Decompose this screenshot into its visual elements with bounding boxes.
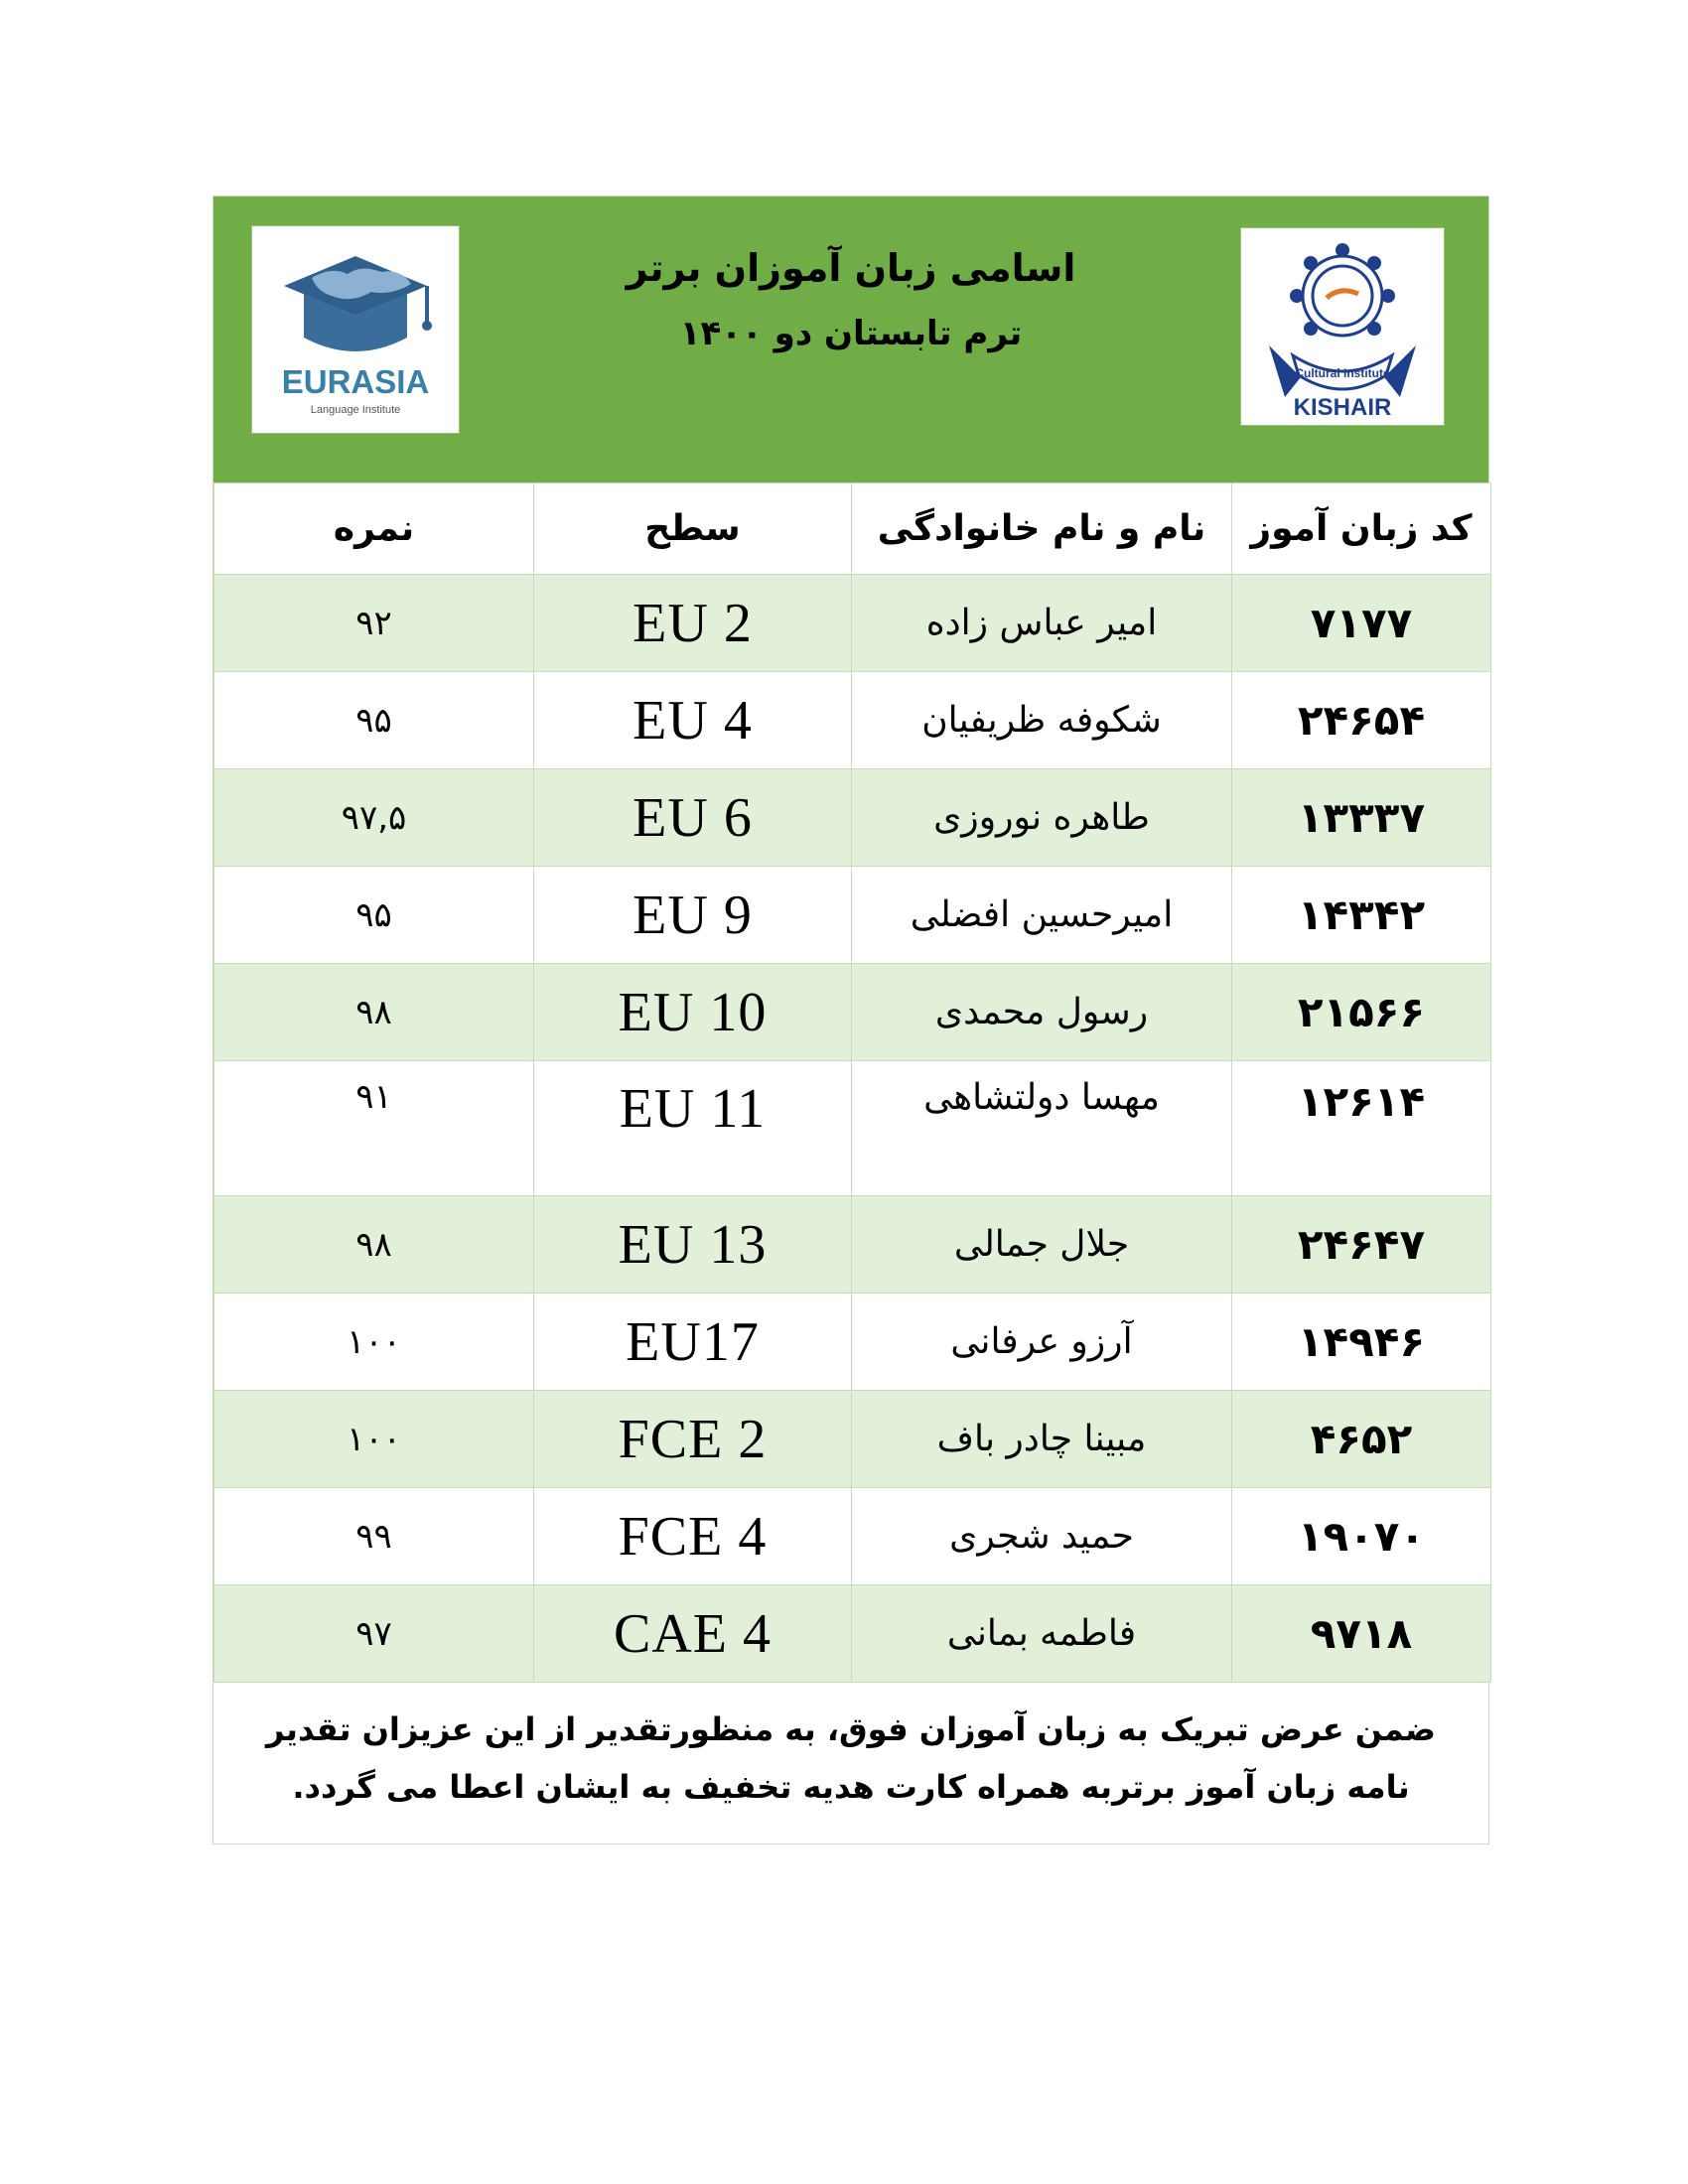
- student-code: ۱۴۳۴۲: [1232, 867, 1491, 964]
- student-score: ۹۸: [214, 964, 534, 1061]
- header-full-name: نام و نام خانوادگی: [852, 483, 1232, 575]
- table-row: [214, 672, 1491, 769]
- student-code: ۲۴۶۴۷: [1232, 1196, 1491, 1294]
- student-code: ۱۲۶۱۴: [1232, 1061, 1491, 1196]
- student-code: ۱۳۳۳۷: [1232, 769, 1491, 867]
- student-level: FCE 4: [534, 1488, 852, 1585]
- student-score: ۹۵: [214, 672, 534, 769]
- student-code: ۲۱۵۶۶: [1232, 964, 1491, 1061]
- student-name: رسول محمدی: [852, 964, 1232, 1061]
- student-code: ۲۴۶۵۴: [1232, 672, 1491, 769]
- student-name: طاهره نوروزی: [852, 769, 1232, 867]
- student-level: EU 6: [534, 769, 852, 867]
- student-name: جلال جمالی: [852, 1196, 1232, 1294]
- student-name: فاطمه بمانی: [852, 1585, 1232, 1683]
- student-level: EU 4: [534, 672, 852, 769]
- table-row: [214, 1294, 1491, 1391]
- eurasia-logo: [251, 225, 460, 434]
- student-level: EU17: [534, 1294, 852, 1391]
- table-row: [214, 867, 1491, 964]
- student-score: ۹۸: [214, 1196, 534, 1294]
- table-header-row: [214, 483, 1491, 575]
- student-score: ۹۷,۵: [214, 769, 534, 867]
- kishair-emblem-icon: [1241, 228, 1444, 425]
- page-title: اسامی زبان آموزان برتر: [626, 246, 1076, 290]
- student-name: مهسا دولتشاهی: [852, 1061, 1232, 1196]
- student-code: ۱۴۹۴۶: [1232, 1294, 1491, 1391]
- student-level: FCE 2: [534, 1391, 852, 1488]
- student-code: ۹۷۱۸: [1232, 1585, 1491, 1683]
- student-score: ۹۷: [214, 1585, 534, 1683]
- table-row: [214, 1196, 1491, 1294]
- eurasia-logo-text: EURASIA: [281, 363, 430, 400]
- kishair-logo-subtext: Cultural Institute: [1295, 366, 1390, 380]
- header-banner: [213, 197, 1488, 482]
- table-row: [214, 1391, 1491, 1488]
- student-name: امیرحسین افضلی: [852, 867, 1232, 964]
- student-level: EU 13: [534, 1196, 852, 1294]
- student-score: ۹۹: [214, 1488, 534, 1585]
- kishair-logo: [1240, 227, 1445, 426]
- student-level: EU 10: [534, 964, 852, 1061]
- top-students-table: [213, 482, 1491, 1683]
- table-row: [214, 769, 1491, 867]
- table-row: [214, 964, 1491, 1061]
- page-subtitle: ترم تابستان دو ۱۴۰۰: [679, 314, 1023, 353]
- graduation-cap-globe-icon: [252, 226, 459, 433]
- student-score: ۱۰۰: [214, 1294, 534, 1391]
- student-code: ۴۶۵۲: [1232, 1391, 1491, 1488]
- table-row: [214, 575, 1491, 672]
- student-level: EU 11: [534, 1061, 852, 1196]
- student-name: امیر عباس زاده: [852, 575, 1232, 672]
- document: [212, 196, 1489, 1844]
- student-score: ۹۲: [214, 575, 534, 672]
- student-level: EU 2: [534, 575, 852, 672]
- header-score: نمره: [214, 483, 534, 575]
- student-level: EU 9: [534, 867, 852, 964]
- kishair-logo-text: KISHAIR: [1293, 394, 1392, 421]
- footnote-text: ضمن عرض تبریک به زبان آموزان فوق، به منظورتقدیر از این عزیزان تقدیر نامه زبان آموز برتربه همراه کارت هدیه تخفیف به ایشان اعطا می گردد.: [266, 1710, 1436, 1806]
- title-block: [541, 246, 1161, 353]
- header-level: سطح: [534, 483, 852, 575]
- student-name: شکوفه ظریفیان: [852, 672, 1232, 769]
- student-name: آرزو عرفانی: [852, 1294, 1232, 1391]
- student-level: CAE 4: [534, 1585, 852, 1683]
- table-row: [214, 1061, 1491, 1196]
- eurasia-logo-subtext: Language Institute: [310, 404, 401, 416]
- header-student-code: کد زبان آموز: [1232, 483, 1491, 575]
- student-name: حمید شجری: [852, 1488, 1232, 1585]
- table-row: [214, 1585, 1491, 1683]
- student-code: ۷۱۷۷: [1232, 575, 1491, 672]
- student-score: ۹۱: [214, 1061, 534, 1196]
- student-score: ۱۰۰: [214, 1391, 534, 1488]
- table-row: [214, 1488, 1491, 1585]
- student-name: مبینا چادر باف: [852, 1391, 1232, 1488]
- student-code: ۱۹۰۷۰: [1232, 1488, 1491, 1585]
- student-score: ۹۵: [214, 867, 534, 964]
